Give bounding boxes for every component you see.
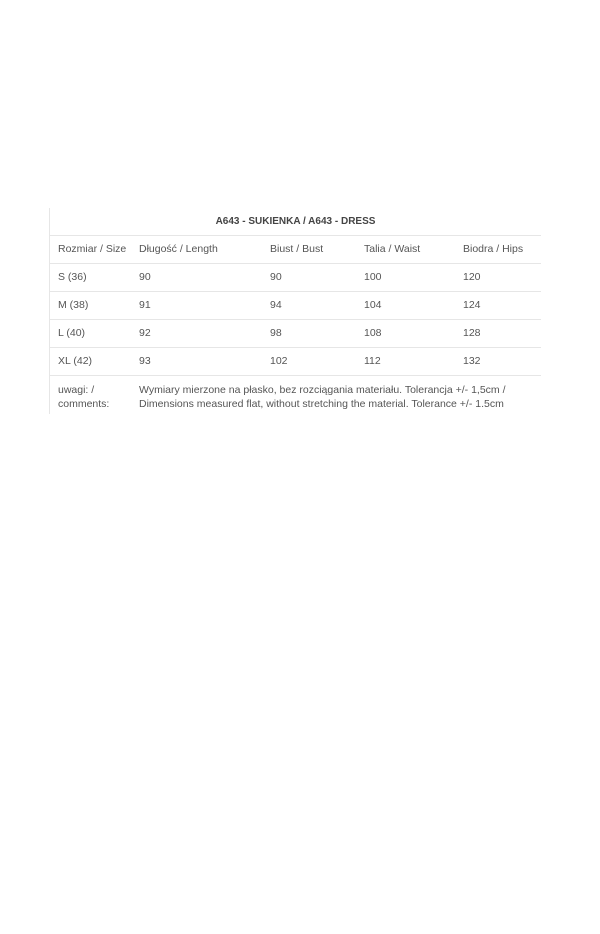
- cell-bust: 98: [270, 327, 282, 339]
- table-title: A643 - SUKIENKA / A643 - DRESS: [50, 208, 541, 236]
- cell-waist: 112: [364, 355, 381, 367]
- header-bust: Biust / Bust: [270, 243, 324, 255]
- notes-label: uwagi: / comments:: [58, 384, 110, 410]
- cell-length: 92: [139, 327, 151, 339]
- header-hips: Biodra / Hips: [463, 243, 524, 255]
- cell-size: XL (42): [58, 355, 93, 367]
- cell-hips: 132: [463, 355, 481, 367]
- cell-length: 90: [139, 271, 151, 283]
- cell-waist: 104: [364, 299, 382, 311]
- header-size: Rozmiar / Size: [58, 243, 127, 255]
- cell-size: L (40): [58, 327, 86, 339]
- cell-size: S (36): [58, 271, 87, 283]
- table-row: [50, 264, 541, 292]
- cell-size: M (38): [58, 299, 89, 311]
- cell-hips: 128: [463, 327, 481, 339]
- cell-bust: 94: [270, 299, 282, 311]
- header-length: Długość / Length: [139, 243, 218, 255]
- cell-length: 91: [139, 299, 151, 311]
- cell-bust: 90: [270, 271, 282, 283]
- cell-bust: 102: [270, 355, 288, 367]
- table-row: [50, 320, 541, 348]
- table-row: [50, 348, 541, 376]
- cell-hips: 124: [463, 299, 481, 311]
- header-waist: Talia / Waist: [364, 243, 421, 255]
- cell-hips: 120: [463, 271, 481, 283]
- table-row: [50, 292, 541, 320]
- table-header-row: [50, 236, 541, 264]
- size-chart-table: [49, 208, 541, 414]
- cell-waist: 108: [364, 327, 382, 339]
- notes-text: Wymiary mierzone na płasko, bez rozciągania materiału. Tolerancja +/- 1,5cm / Dimensions measured flat, without stretching the material. Tolerance +/- 1.5cm: [139, 384, 506, 410]
- notes-row: [50, 376, 541, 414]
- cell-waist: 100: [364, 271, 382, 283]
- cell-length: 93: [139, 355, 151, 367]
